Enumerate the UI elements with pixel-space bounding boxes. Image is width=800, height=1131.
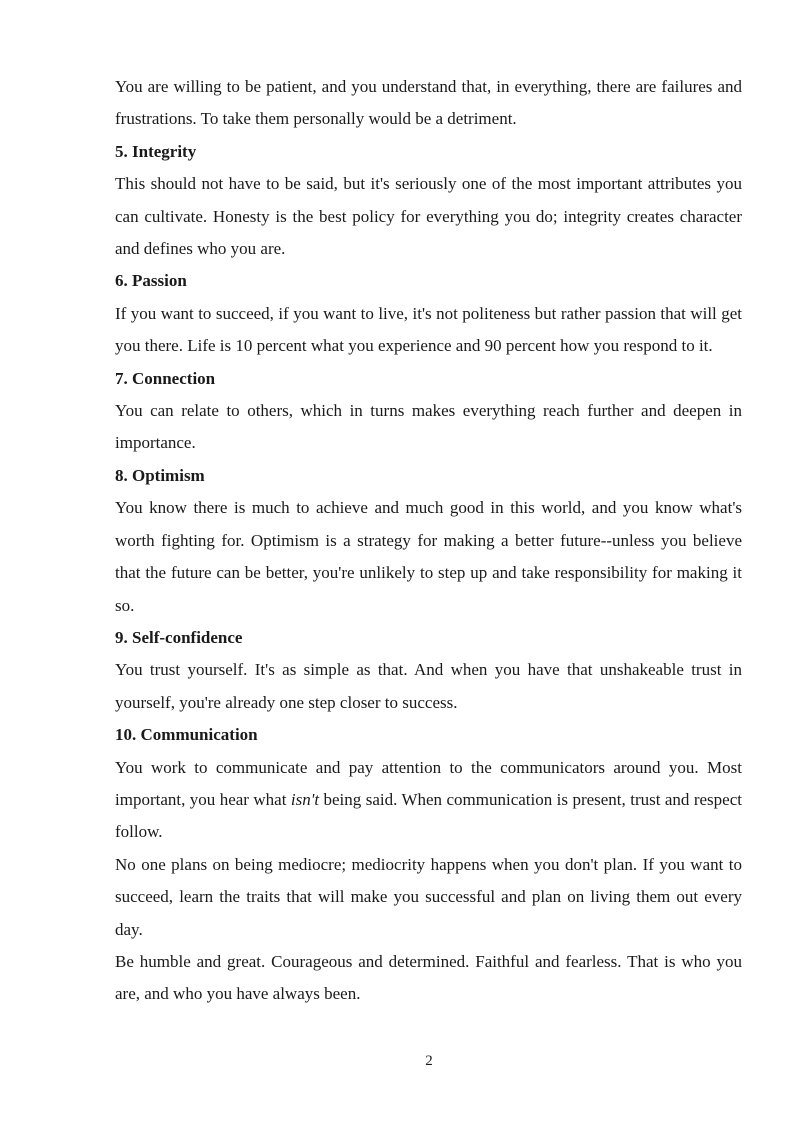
section-heading-integrity: 5. Integrity [115, 141, 197, 161]
communication-text-part1: You work to communicate and pay attention to the communicators around you. Most important, you hear what [115, 757, 742, 809]
section-body-integrity: This should not have to be said, but it's seriously one of the most important attributes you can cultivate. Honesty is the best policy for everything you do; integrity creates character and defines who you are. [115, 174, 742, 259]
section-body-communication [115, 752, 742, 849]
intro-paragraph: You are willing to be patient, and you understand that, in everything, there are failures and frustrations. To take them personally would be a detriment. [115, 77, 742, 129]
section-heading-communication: 10. Communication [115, 725, 258, 745]
section-body-self-confidence: You trust yourself. It's as simple as that. And when you have that unshakeable trust in yourself, you're already one step closer to success. [115, 660, 742, 712]
section-heading-passion: 6. Passion [115, 271, 187, 291]
section-heading-optimism: 8. Optimism [115, 465, 205, 485]
document-page [115, 71, 742, 1011]
closing-paragraph-2: Be humble and great. Courageous and determined. Faithful and fearless. That is who you are, and who you have always been. [115, 951, 742, 1004]
communication-text-part2: being said. When communication is present, trust and respect follow. [115, 789, 742, 842]
section-body-optimism: You know there is much to achieve and much good in this world, and you know what's worth fighting for. Optimism is a strategy for making a better future--unless you believe that the future can be better, you're unlikely to step up and take responsibility for making it so. [115, 498, 742, 615]
section-heading-connection: 7. Connection [115, 368, 216, 388]
closing-paragraph-1: No one plans on being mediocre; mediocrity happens when you don't plan. If you want to succeed, learn the traits that will make you successful and plan on living them out every day. [115, 854, 742, 939]
section-heading-self-confidence: 9. Self-confidence [115, 627, 243, 647]
section-body-passion: If you want to succeed, if you want to live, it's not politeness but rather passion that will get you there. Life is 10 percent what you experience and 90 percent how you respond to it. [115, 303, 742, 356]
page-number: 2 [425, 1053, 433, 1069]
section-body-connection: You can relate to others, which in turns makes everything reach further and deepen in importance. [115, 401, 742, 453]
communication-emphasis: isn't [290, 789, 320, 809]
